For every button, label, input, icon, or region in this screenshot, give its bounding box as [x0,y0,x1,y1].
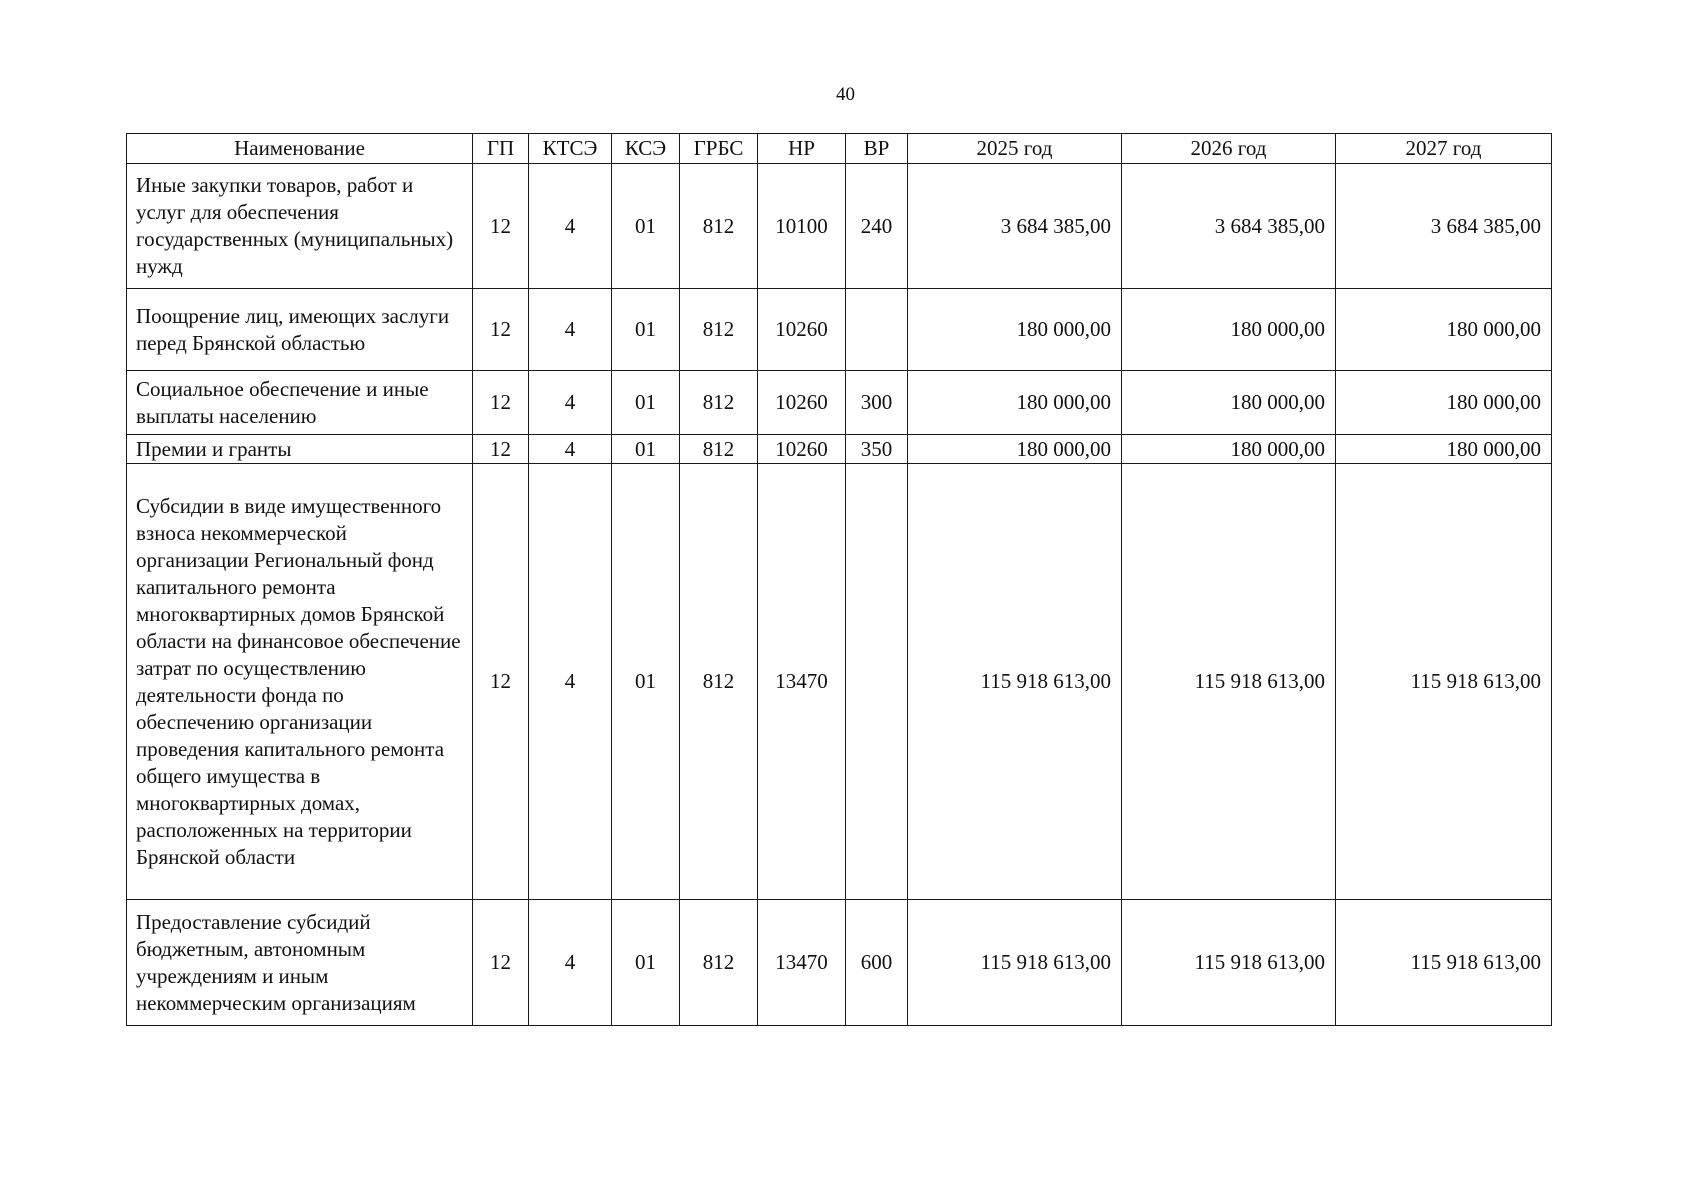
row-kse: 01 [612,371,680,435]
row-vr: 240 [846,164,908,289]
header-grbs: ГРБС [680,134,758,164]
row-kse: 01 [612,435,680,464]
header-2025: 2025 год [908,134,1122,164]
table-row [127,164,1552,289]
page-number: 40 [836,84,855,105]
header-row [127,134,1552,164]
row-kse: 01 [612,164,680,289]
row-name: Премии и гранты [127,435,473,464]
row-nr: 10260 [758,435,846,464]
row-amount-2026: 180 000,00 [1122,289,1336,371]
row-gp: 12 [473,371,529,435]
table-row [127,289,1552,371]
row-kse: 01 [612,900,680,1026]
table-body [127,164,1552,1026]
row-amount-2027: 3 684 385,00 [1336,164,1552,289]
row-amount-2025: 115 918 613,00 [908,900,1122,1026]
row-grbs: 812 [680,164,758,289]
row-amount-2026: 3 684 385,00 [1122,164,1336,289]
row-ktse: 4 [529,164,612,289]
row-kse: 01 [612,289,680,371]
row-vr: 600 [846,900,908,1026]
row-grbs: 812 [680,371,758,435]
header-ktse: КТСЭ [529,134,612,164]
row-amount-2027: 115 918 613,00 [1336,464,1552,900]
row-amount-2027: 180 000,00 [1336,371,1552,435]
row-kse: 01 [612,464,680,900]
row-amount-2025: 180 000,00 [908,371,1122,435]
header-vr: ВР [846,134,908,164]
row-grbs: 812 [680,900,758,1026]
row-amount-2025: 180 000,00 [908,289,1122,371]
table-header [127,134,1552,164]
row-ktse: 4 [529,900,612,1026]
row-amount-2026: 115 918 613,00 [1122,900,1336,1026]
row-amount-2027: 115 918 613,00 [1336,900,1552,1026]
row-amount-2025: 3 684 385,00 [908,164,1122,289]
header-kse: КСЭ [612,134,680,164]
row-name: Субсидии в виде имущественного взноса некоммерческой организации Региональный фонд капитального ремонта многоквартирных домов Брянской области на финансовое обеспечение затрат по осуществлению деятельности фонда по обеспечению организации проведения капитального ремонта общего имущества в многоквартирных домах, расположенных на территории Брянской области [127,464,473,900]
table-row [127,371,1552,435]
row-vr: 300 [846,371,908,435]
row-gp: 12 [473,900,529,1026]
row-nr: 10260 [758,289,846,371]
row-nr: 13470 [758,900,846,1026]
header-2027: 2027 год [1336,134,1552,164]
row-amount-2025: 180 000,00 [908,435,1122,464]
header-2026: 2026 год [1122,134,1336,164]
table-row [127,464,1552,900]
row-ktse: 4 [529,435,612,464]
row-ktse: 4 [529,464,612,900]
row-gp: 12 [473,464,529,900]
row-nr: 10260 [758,371,846,435]
row-ktse: 4 [529,371,612,435]
row-amount-2025: 115 918 613,00 [908,464,1122,900]
row-gp: 12 [473,164,529,289]
row-gp: 12 [473,289,529,371]
row-name: Предоставление субсидий бюджетным, автономным учреждениям и иным некоммерческим организациям [127,900,473,1026]
header-nr: НР [758,134,846,164]
row-grbs: 812 [680,289,758,371]
row-name: Поощрение лиц, имеющих заслуги перед Брянской областью [127,289,473,371]
budget-table [126,133,1552,1026]
row-amount-2027: 180 000,00 [1336,435,1552,464]
table-row [127,900,1552,1026]
row-grbs: 812 [680,464,758,900]
row-amount-2026: 180 000,00 [1122,435,1336,464]
row-gp: 12 [473,435,529,464]
row-nr: 10100 [758,164,846,289]
row-amount-2026: 115 918 613,00 [1122,464,1336,900]
header-gp: ГП [473,134,529,164]
row-nr: 13470 [758,464,846,900]
row-vr: 350 [846,435,908,464]
table-row [127,435,1552,464]
row-amount-2026: 180 000,00 [1122,371,1336,435]
row-grbs: 812 [680,435,758,464]
row-vr [846,289,908,371]
header-name: Наименование [127,134,473,164]
row-vr [846,464,908,900]
row-ktse: 4 [529,289,612,371]
row-name: Иные закупки товаров, работ и услуг для обеспечения государственных (муниципальных) нужд [127,164,473,289]
row-name: Социальное обеспечение и иные выплаты населению [127,371,473,435]
row-amount-2027: 180 000,00 [1336,289,1552,371]
